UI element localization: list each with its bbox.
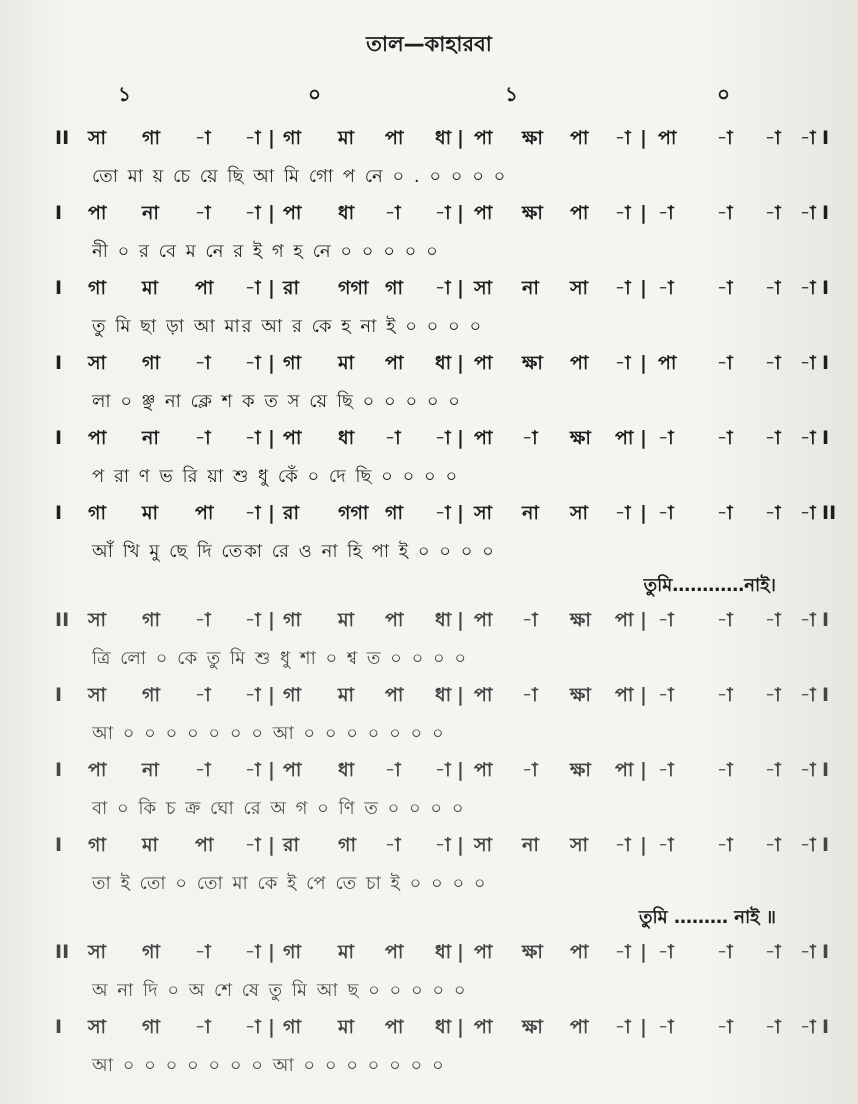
barline: | <box>268 834 275 856</box>
note: মা <box>338 684 355 706</box>
end-barline: I <box>822 609 830 631</box>
barline: | <box>640 427 647 449</box>
note: -া <box>615 202 631 224</box>
barline: | <box>457 127 464 149</box>
barline: | <box>640 352 647 374</box>
note: পা <box>615 759 634 781</box>
note: ধা <box>435 941 452 963</box>
barline: | <box>268 427 275 449</box>
start-barline: I <box>55 427 63 449</box>
note: সা <box>88 941 107 963</box>
start-barline: I <box>55 502 63 524</box>
start-barline: I <box>55 277 63 299</box>
sargam-line <box>0 120 858 158</box>
note: ধা <box>435 1016 452 1038</box>
note: -া <box>245 202 261 224</box>
sargam-line <box>0 827 858 865</box>
note: পা <box>195 277 214 299</box>
note: -া <box>195 941 211 963</box>
note: পা <box>570 941 589 963</box>
barline: | <box>640 502 647 524</box>
sargam-line <box>0 602 858 640</box>
note: -া <box>522 609 538 631</box>
note: ধা <box>338 759 355 781</box>
barline: | <box>268 759 275 781</box>
note: পা <box>88 202 107 224</box>
barline: | <box>640 941 647 963</box>
note: গা <box>385 277 403 299</box>
barline: | <box>640 834 647 856</box>
note: পা <box>658 127 677 149</box>
note: -া <box>658 834 674 856</box>
note: পা <box>570 127 589 149</box>
sargam-line <box>0 677 858 715</box>
note: পা <box>283 202 302 224</box>
barline: | <box>457 427 464 449</box>
note: পা <box>283 427 302 449</box>
end-barline: I <box>822 1016 830 1038</box>
note: পা <box>195 834 214 856</box>
note: -া <box>245 759 261 781</box>
note: -া <box>615 941 631 963</box>
note: -া <box>658 684 674 706</box>
barline: | <box>640 1016 647 1038</box>
end-barline: I <box>822 427 830 449</box>
note: পা <box>570 352 589 374</box>
note: -া <box>195 352 211 374</box>
note: -া <box>765 352 781 374</box>
note: -া <box>245 352 261 374</box>
barline: | <box>268 684 275 706</box>
note: -া <box>245 609 261 631</box>
note: -া <box>717 1016 733 1038</box>
barline: | <box>457 759 464 781</box>
note: -া <box>765 609 781 631</box>
sargam-line <box>0 495 858 533</box>
note: পা <box>570 1016 589 1038</box>
note: -া <box>800 684 816 706</box>
note: ধা <box>338 202 355 224</box>
start-barline: II <box>55 609 70 631</box>
note: -া <box>435 759 451 781</box>
start-barline: I <box>55 834 63 856</box>
note: গা <box>283 609 301 631</box>
note: সা <box>88 1016 107 1038</box>
note: -া <box>522 427 538 449</box>
note: মা <box>338 352 355 374</box>
note: গা <box>142 609 160 631</box>
note: গগা <box>338 502 369 524</box>
lyric-line: প রা ণ ভ রি য়া শু ধু কেঁ ০ দে ছি ০ ০ ০ ০ <box>92 465 460 487</box>
note: না <box>142 202 159 224</box>
beat-marker: ০ <box>308 82 322 106</box>
note: -া <box>800 202 816 224</box>
note: পা <box>570 202 589 224</box>
note: গা <box>338 834 356 856</box>
note: পা <box>474 941 493 963</box>
barline: | <box>268 609 275 631</box>
note: -া <box>658 941 674 963</box>
note: -া <box>717 127 733 149</box>
note: মা <box>142 502 159 524</box>
note: -া <box>800 941 816 963</box>
note: -া <box>245 941 261 963</box>
note: পা <box>195 502 214 524</box>
note: পা <box>88 427 107 449</box>
barline: | <box>268 277 275 299</box>
note: -া <box>765 427 781 449</box>
start-barline: I <box>55 1016 63 1038</box>
note: -া <box>195 759 211 781</box>
beat-markers <box>0 80 858 106</box>
note: -া <box>385 427 401 449</box>
note: -া <box>800 609 816 631</box>
note: -া <box>717 502 733 524</box>
note: সা <box>474 502 493 524</box>
barline: | <box>457 502 464 524</box>
barline: | <box>268 352 275 374</box>
note: -া <box>658 277 674 299</box>
note: -া <box>195 127 211 149</box>
note: পা <box>658 352 677 374</box>
note: গা <box>142 1016 160 1038</box>
end-barline: II <box>822 502 837 524</box>
note: ধা <box>435 352 452 374</box>
note: -া <box>245 427 261 449</box>
note: পা <box>474 352 493 374</box>
note: পা <box>385 352 404 374</box>
sargam-line <box>0 420 858 458</box>
end-barline: I <box>822 834 830 856</box>
end-barline: I <box>822 127 830 149</box>
lyric-line: নী ০ র বে ম নে র ই গ হ নে ০ ০ ০ ০ ০ <box>92 240 440 262</box>
note: পা <box>474 609 493 631</box>
note: -া <box>765 127 781 149</box>
note: পা <box>474 684 493 706</box>
lyric-line: লা ০ ঞ্ছ না ক্লে শ ক ত স য়ে ছি ০ ০ ০ ০ ০ <box>92 390 463 412</box>
note: -া <box>245 277 261 299</box>
note: সা <box>570 277 589 299</box>
note: -া <box>765 834 781 856</box>
beat-marker: ১ <box>505 82 518 106</box>
sargam-line <box>0 752 858 790</box>
note: পা <box>474 127 493 149</box>
note: -া <box>800 1016 816 1038</box>
tala-title: তাল—কাহারবা <box>366 32 492 56</box>
sargam-line <box>0 270 858 308</box>
note: রা <box>283 277 299 299</box>
note: ক্ষা <box>570 609 591 631</box>
note: পা <box>283 759 302 781</box>
lyric-line: বা ০ কি চ ক্র ঘো রে অ গ ০ ণি ত ০ ০ ০ ০ <box>92 797 466 819</box>
note: -া <box>800 427 816 449</box>
note: -া <box>765 684 781 706</box>
note: মা <box>338 941 355 963</box>
barline: | <box>640 684 647 706</box>
note: পা <box>385 941 404 963</box>
note: রা <box>283 834 299 856</box>
note: -া <box>522 684 538 706</box>
note: মা <box>142 277 159 299</box>
note: -া <box>800 127 816 149</box>
end-barline: I <box>822 352 830 374</box>
barline: | <box>457 1016 464 1038</box>
note: -া <box>717 609 733 631</box>
note: -া <box>195 684 211 706</box>
beat-marker: ০ <box>717 82 731 106</box>
note: -া <box>435 502 451 524</box>
note: গা <box>385 502 403 524</box>
start-barline: I <box>55 352 63 374</box>
barline: | <box>640 202 647 224</box>
note: -া <box>658 1016 674 1038</box>
note: -া <box>765 502 781 524</box>
note: সা <box>88 352 107 374</box>
note: গা <box>142 684 160 706</box>
note: গা <box>88 502 106 524</box>
note: ক্ষা <box>522 202 543 224</box>
refrain-marker: তুমি ……… নাই ॥ <box>639 907 776 928</box>
note: -া <box>615 352 631 374</box>
note: -া <box>522 759 538 781</box>
barline: | <box>457 609 464 631</box>
note: -া <box>615 277 631 299</box>
note: -া <box>658 502 674 524</box>
note: -া <box>717 202 733 224</box>
barline: | <box>268 202 275 224</box>
note: -া <box>717 759 733 781</box>
lyric-line: তু মি ছা ড়া আ মার আ র কে হ না ই ০ ০ ০ ০ <box>92 315 484 337</box>
note: গা <box>142 352 160 374</box>
barline: | <box>457 352 464 374</box>
barline: | <box>640 609 647 631</box>
note: সা <box>474 834 493 856</box>
note: -া <box>765 277 781 299</box>
note: -া <box>385 202 401 224</box>
note: ক্ষা <box>570 427 591 449</box>
barline: | <box>268 941 275 963</box>
note: -া <box>717 834 733 856</box>
note: -া <box>615 834 631 856</box>
note: ধা <box>435 127 452 149</box>
note: পা <box>385 1016 404 1038</box>
note: -া <box>245 834 261 856</box>
note: ক্ষা <box>522 352 543 374</box>
note: -া <box>195 609 211 631</box>
note: -া <box>615 502 631 524</box>
note: সা <box>88 684 107 706</box>
end-barline: I <box>822 759 830 781</box>
lyric-line: তো মা য় চে য়ে ছি আ মি গো প নে ০ . ০ ০ ০ ০ <box>92 165 508 187</box>
note: -া <box>658 427 674 449</box>
beat-marker: ১ <box>118 82 131 106</box>
note: পা <box>615 684 634 706</box>
note: মা <box>338 609 355 631</box>
barline: | <box>268 1016 275 1038</box>
note: -া <box>245 1016 261 1038</box>
note: -া <box>615 127 631 149</box>
note: সা <box>570 502 589 524</box>
end-barline: I <box>822 684 830 706</box>
note: -া <box>717 941 733 963</box>
barline: | <box>640 127 647 149</box>
note: -া <box>435 834 451 856</box>
note: গা <box>88 277 106 299</box>
refrain-marker: তুমি…………নাই। <box>643 575 776 596</box>
note: গা <box>283 684 301 706</box>
note: গগা <box>338 277 369 299</box>
note: না <box>142 759 159 781</box>
note: -া <box>658 759 674 781</box>
note: গা <box>142 127 160 149</box>
sargam-line <box>0 1009 858 1047</box>
note: ক্ষা <box>570 684 591 706</box>
note: -া <box>717 427 733 449</box>
note: -া <box>800 502 816 524</box>
note: না <box>142 427 159 449</box>
note: -া <box>717 277 733 299</box>
note: -া <box>195 1016 211 1038</box>
note: গা <box>283 352 301 374</box>
note: -া <box>765 1016 781 1038</box>
sargam-line <box>0 934 858 972</box>
barline: | <box>457 202 464 224</box>
note: -া <box>658 609 674 631</box>
note: -া <box>765 941 781 963</box>
note: -া <box>800 759 816 781</box>
note: ক্ষা <box>570 759 591 781</box>
barline: | <box>268 127 275 149</box>
start-barline: I <box>55 759 63 781</box>
note: পা <box>474 202 493 224</box>
note: ধা <box>338 427 355 449</box>
note: পা <box>385 127 404 149</box>
note: -া <box>765 202 781 224</box>
note: -া <box>195 427 211 449</box>
lyric-line: ত্রি লো ০ কে তু মি শু ধু শা ০ শ্ব ত ০ ০ ০ ০ <box>92 647 469 669</box>
note: গা <box>283 127 301 149</box>
note: পা <box>474 427 493 449</box>
note: রা <box>283 502 299 524</box>
end-barline: I <box>822 202 830 224</box>
note: -া <box>435 277 451 299</box>
note: -া <box>800 277 816 299</box>
start-barline: II <box>55 127 70 149</box>
end-barline: I <box>822 941 830 963</box>
note: সা <box>570 834 589 856</box>
note: পা <box>615 427 634 449</box>
note: -া <box>800 834 816 856</box>
start-barline: I <box>55 684 63 706</box>
barline: | <box>640 759 647 781</box>
note: ক্ষা <box>522 941 543 963</box>
note: -া <box>435 202 451 224</box>
note: গা <box>283 1016 301 1038</box>
note: পা <box>474 759 493 781</box>
note: পা <box>385 684 404 706</box>
note: -া <box>658 202 674 224</box>
lyric-line: আ ০ ০ ০ ০ ০ ০ ০ আ ০ ০ ০ ০ ০ ০ ০ <box>92 722 446 744</box>
note: ক্ষা <box>522 127 543 149</box>
end-barline: I <box>822 277 830 299</box>
note: -া <box>245 502 261 524</box>
note: মা <box>338 127 355 149</box>
note: না <box>522 277 539 299</box>
note: পা <box>88 759 107 781</box>
note: -া <box>245 684 261 706</box>
lyric-line: তা ই তো ০ তো মা কে ই পে তে চা ই ০ ০ ০ ০ <box>92 872 488 894</box>
note: -া <box>800 352 816 374</box>
barline: | <box>640 277 647 299</box>
note: -া <box>717 684 733 706</box>
barline: | <box>457 684 464 706</box>
note: -া <box>717 352 733 374</box>
note: না <box>522 834 539 856</box>
note: ধা <box>435 684 452 706</box>
note: না <box>522 502 539 524</box>
note: ধা <box>435 609 452 631</box>
note: -া <box>765 759 781 781</box>
sargam-line <box>0 345 858 383</box>
note: -া <box>435 427 451 449</box>
start-barline: I <box>55 202 63 224</box>
lyric-line: আঁ খি মু ছে দি তেকা রে ও না হি পা ই ০ ০ ০ ০ <box>92 540 496 562</box>
note: পা <box>474 1016 493 1038</box>
note: -া <box>385 834 401 856</box>
note: মা <box>338 1016 355 1038</box>
barline: | <box>457 941 464 963</box>
note: -া <box>385 759 401 781</box>
note: গা <box>283 941 301 963</box>
start-barline: II <box>55 941 70 963</box>
barline: | <box>457 834 464 856</box>
lyric-line: অ না দি ০ অ শে ষে তু মি আ ছ ০ ০ ০ ০ ০ <box>92 979 468 1001</box>
note: -া <box>245 127 261 149</box>
note: ক্ষা <box>522 1016 543 1038</box>
barline: | <box>268 502 275 524</box>
lyric-line: আ ০ ০ ০ ০ ০ ০ ০ আ ০ ০ ০ ০ ০ ০ ০ <box>92 1054 446 1076</box>
sargam-line <box>0 195 858 233</box>
barline: | <box>457 277 464 299</box>
note: সা <box>474 277 493 299</box>
note: মা <box>142 834 159 856</box>
note: গা <box>142 941 160 963</box>
note: পা <box>385 609 404 631</box>
notation-lines <box>0 120 858 1084</box>
note: সা <box>88 609 107 631</box>
note: সা <box>88 127 107 149</box>
note: গা <box>88 834 106 856</box>
note: -া <box>195 202 211 224</box>
note: -া <box>615 1016 631 1038</box>
note: পা <box>615 609 634 631</box>
